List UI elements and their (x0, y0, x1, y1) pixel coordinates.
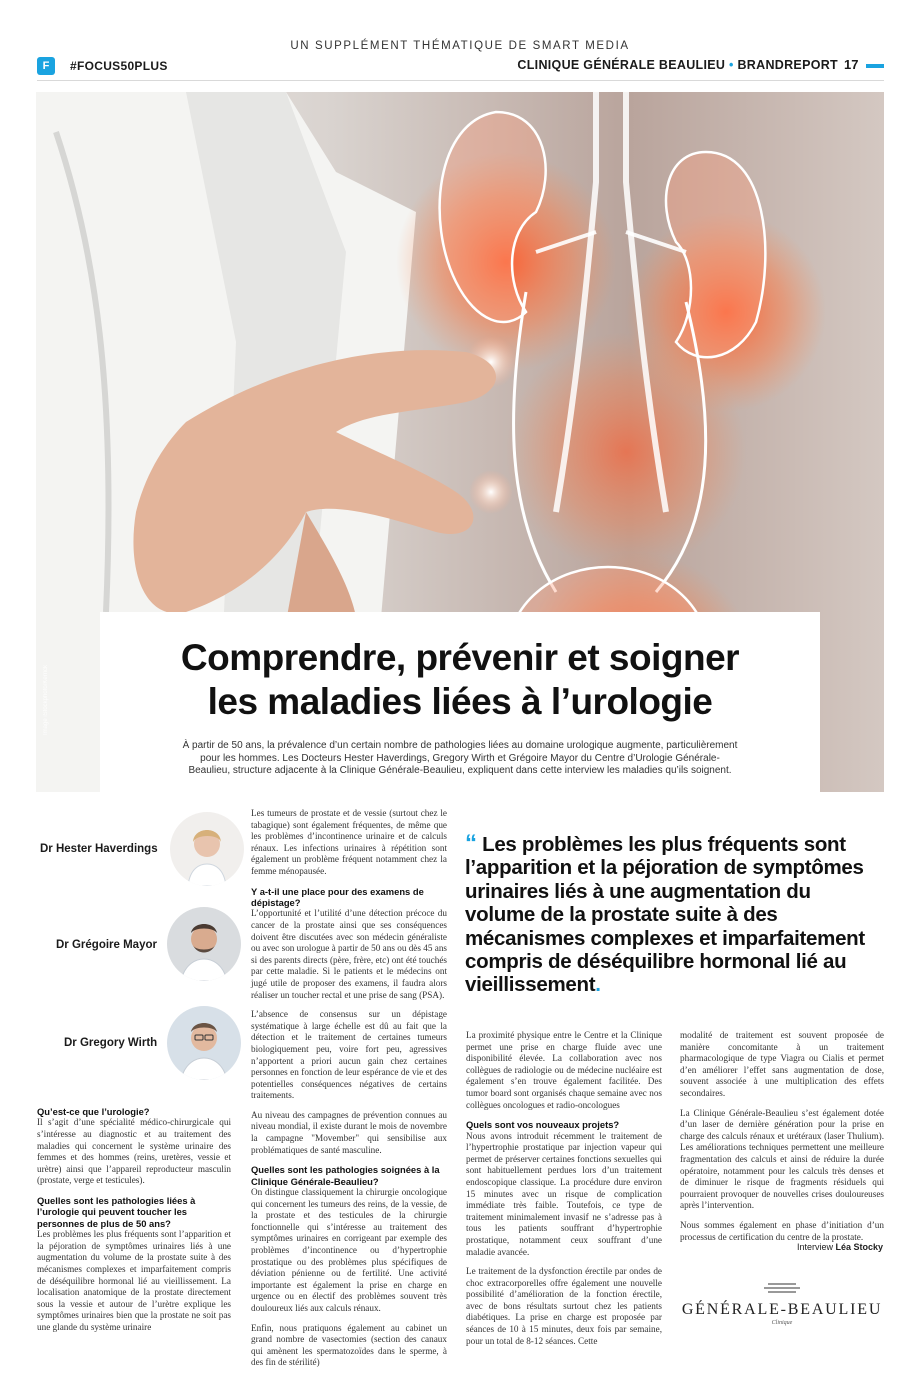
page-number: 17 (844, 57, 859, 72)
doctor-photo-haverdings (170, 812, 244, 886)
logo-subtitle: Clinique (771, 1320, 793, 1326)
column-3 (466, 1030, 662, 1355)
logo-wordmark: GÉNÉRALE-BEAULIEU (681, 1301, 883, 1318)
hashtag: #FOCUS50PLUS (70, 59, 168, 73)
question-projets: Quels sont vos nouveaux projets? (466, 1119, 620, 1131)
supplement-label: UN SUPPLÉMENT THÉMATIQUE DE SMART MEDIA (290, 40, 630, 52)
pull-quote-text: Les problèmes les plus fréquents sont l’apparition et la péjoration de symptômes urinaires liés à une augmentation du volume de la prostate suite à des mécanismes complexes et imparfaitement compris de déséquilibre hormonal lié au vieillissement (465, 833, 865, 997)
logo-lines-icon (762, 1282, 802, 1296)
title-line-1: Comprendre, prévenir et soigner (180, 637, 740, 678)
paragraph-laser: La Clinique Générale-Beaulieu s’est également dotée d’un laser de dernière génération pour la prise en charge des calculs rénaux et urétéraux (laser Thulium). Les améliorations techniques permettent une meilleure fragmentation des calculs et ainsi de réduire la durée opératoire, notamment pour les calculs très denses et de diminuer le risque de fragments résiduels qui pourraient provoquer de nouvelles crises douloureuses après l’intervention. (680, 1107, 884, 1211)
column-1 (37, 1106, 231, 1342)
paragraph-tumeurs: Les tumeurs de prostate et de vessie (surtout chez le tabagique) sont également fréquentes, de même que les problèmes d’incontinence urinaire et de calculs rénaux. Les infections urinaires à répétition sont également un problème fréquent notamment chez la femme ménopausée. (251, 808, 447, 876)
paragraph-movember: Au niveau des campagnes de prévention connues au niveau mondial, il existe durant le mois de novembre la campagne "Movember" qui sensibilise aux problématiques de santé masculine. (251, 1109, 447, 1155)
paragraph-proximite: La proximité physique entre le Centre et la Clinique permet une prise en charge fluide avec une disponibilité élevée. La collaboration avec nos collègues de radiologie ou de médecine nucléaire est également s’en trouve également facilitée. Des tumor board sont organisés chaque semaine avec nos collègues oncologues et radio-oncologues (466, 1030, 662, 1110)
header-divider (37, 80, 884, 81)
doctor-name-wirth: Dr Gregory Wirth (64, 1037, 158, 1049)
column-4 (680, 1030, 884, 1251)
question-pathologies-50: Quelles sont les pathologies liées à l’urologie qui peuvent toucher les personnes de plus de 50 ans? (37, 1194, 196, 1229)
question-urologie: Qu’est-ce que l’urologie? (37, 1106, 150, 1117)
answer-depistage: L’opportunité et l’utilité d’une détection précoce du cancer de la prostate ainsi que ses conséquences doivent être discutées avec son médecin généraliste ou avec son urologue à partir de 50 ans ou dès 45 ans si des parents directs (père, frère, etc) ont été touchés par cette maladie. Si le patients et le médecins ont jugé utile de proposer des examens, il faudra alors réaliser un toucher rectal et une prise de sang (PSA). (251, 908, 447, 1000)
brand-report-label (517, 58, 838, 72)
paragraph-dysfonction: Le traitement de la dysfonction érectile par ondes de choc extracorporelles offre également une nouvelle possibilité d’amélioration de la fonction érectile, avec de bons résultats surtout chez les patients diabétiques. La prise en charge est proposée par séances de 10 à 15 minutes, deux fois par semaine, pour un total de 8-12 séances. Cette (466, 1266, 662, 1346)
answer-pathologies-50: Les problèmes les plus fréquents sont l’apparition et la péjoration de symptômes urinaires liés à une augmentation du volume de la prostate suite à des mécanismes complexes et imparfaitement compris de déséquilibre hormonal lié au vieillissement. La localisation anatomique de la prostate directement sous la vessie et autour de l’urètre explique les symptômes urinaires bien que la prostate ne soit pas une glande du système urinaire (37, 1229, 231, 1332)
question-depistage: Y a-t-il une place pour des examens de dépistage? (251, 885, 424, 908)
interview-author: Léa Stocky (835, 1242, 883, 1252)
paragraph-vasectomies: Enfin, nous pratiquons également au cabinet un grand nombre de vasectomies (section des canaux qui amènent les spermatozoïdes dans le sperme, à des fin de stérilité) (251, 1322, 447, 1368)
paragraph-modalite: modalité de traitement est souvent proposée de manière concomitante à un traitement pharmacologique de type Viagra ou Cialis et permet d’en améliorer l’effet sans augmentation de dose, souvent associée à une multiplication des effets secondaires. (680, 1030, 884, 1098)
brand-sub: BRANDREPORT (737, 58, 838, 72)
quote-mark-icon: “ (465, 830, 477, 857)
doctor-photo-wirth (167, 1006, 241, 1080)
paragraph-consensus: L’absence de consensus sur un dépistage systématique à large échelle est dû au fait que la détection et le traitement de certaines tumeurs biologiquement peu, voire fort peu, agressives n’apportent a priori aucun gain chez certaines personnes en fonction de leur espérance de vie et des potentielles conséquences négatives de certains traitements. (251, 1009, 447, 1101)
article-lead: À partir de 50 ans, la prévalence d’un certain nombre de pathologies liées au domaine urologique augmente, particulièrement pour les hommes. Les Docteurs Hester Haverdings, Gregory Wirth et Grégoire Mayor du Centre d’Urologie Générale-Beaulieu, structure adjacente à la Clinique Générale-Beaulieu, expliquent dans cette interview les maladies qu’ils soignent. (182, 740, 738, 776)
doctor-photo-mayor (167, 907, 241, 981)
brand-dot: • (729, 58, 734, 72)
clinique-logo (680, 1282, 884, 1326)
question-pathologies-clinique: Quelles sont les pathologies soignées à la Clinique Générale-Beaulieu? (251, 1164, 440, 1187)
article-title (100, 636, 820, 724)
title-line-2: les maladies liées à l’urologie (207, 681, 713, 722)
paragraph-certification: Nous sommes également en phase d’initiation d’un processus de certification du centre de la prostate. (680, 1219, 884, 1242)
doctor-name-haverdings: Dr Hester Haverdings (40, 843, 158, 855)
doctor-name-mayor: Dr Grégoire Mayor (56, 939, 157, 951)
answer-urologie: Il s’agit d’une spécialité médico-chirurgicale qui s’intéresse au diagnostic et au traitement des maladies qui concernent le système urinaire des femmes et des hommes (reins, uretères, vessie et urètre) ainsi que l’appareil reproducteur masculin (prostate, verge et testicules). (37, 1117, 231, 1186)
answer-projets: Nous avons introduit récemment le traitement de l’hypertrophie prostatique par injection vapeur qui permet de préserver certaines fonctions sexuelles qui sont habituellement perdues lors d’un traitement endoscopique classique. La procédure dure environ 15 minutes avec un risque de complication immédiate très faible. Toutefois, ce type de traitement minimalement invasif ne s’adresse pas à tous les patients souffrant d’hypertrophie prostatique, notamment ceux souffrant d’une maladie avancée. (466, 1130, 662, 1257)
interview-credit: Interview Léa Stocky (796, 1242, 883, 1252)
brand-main: CLINIQUE GÉNÉRALE BEAULIEU (517, 58, 726, 72)
page-accent-bar (866, 64, 884, 68)
image-credit: Image iStockphoto/Kerrick (43, 664, 49, 735)
column-2 (251, 808, 447, 1377)
answer-pathologies-clinique: On distingue classiquement la chirurgie oncologique qui concernent les tumeurs des reins, de la vessie, de la prostate et des testicules de la chirurgie fonctionnelle qui s’intéresse au traitement des symptômes urinaires en corrigeant par exemple des problèmes d’incontinence ou d’hypertrophie prostatique ou des problèmes plus spécifiques de déviation pénienne ou de fertilité. Une activité importante est également la prise en charge en urgence ou en électif des problèmes souvent très douloureux liés aux calculs rénaux. (251, 1187, 447, 1313)
pull-quote (465, 832, 885, 997)
focus-logo-icon: F (37, 57, 55, 75)
quote-end-dot: . (595, 973, 601, 997)
